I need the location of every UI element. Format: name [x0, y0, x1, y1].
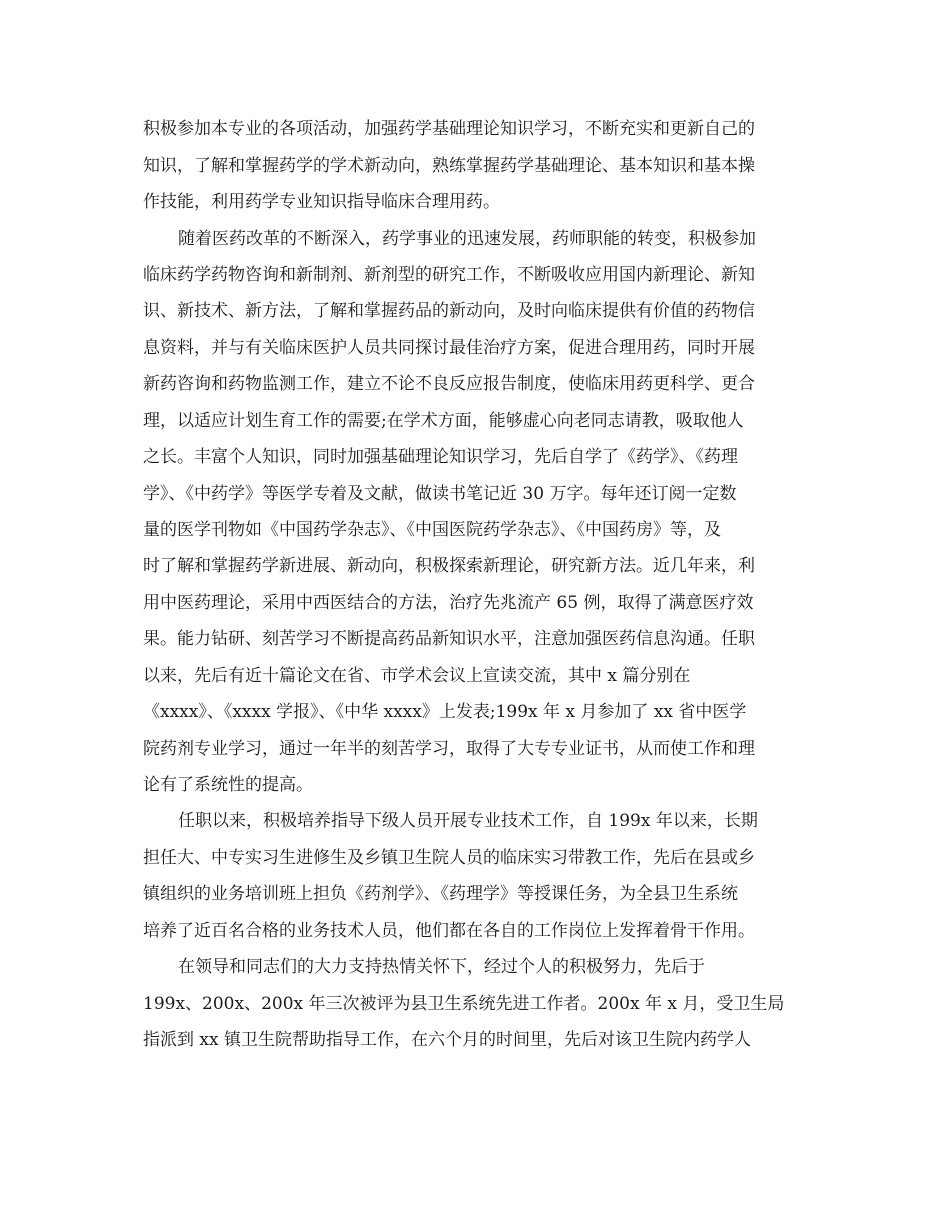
text-line: 院药剂专业学习，通过一年半的刻苦学习，取得了大专专业证书，从而使工作和理 [143, 739, 755, 759]
text-line: 积极参加本专业的各项活动，加强药学基础理论知识学习，不断充实和更新自己的 [143, 119, 755, 139]
text-line: 息资料，并与有关临床医护人员共同探讨最佳治疗方案，促进合理用药，同时开展 [143, 338, 755, 358]
text-line: 作技能，利用药学专业知识指导临床合理用药。 [143, 192, 500, 212]
text-line: 临床药学药物咨询和新制剂、新剂型的研究工作，不断吸收应用国内新理论、新知 [143, 265, 755, 285]
text-line: 指派到 xx 镇卫生院帮助指导工作，在六个月的时间里，先后对该卫生院内药学人 [143, 1030, 751, 1050]
text-line: 以来，先后有近十篇论文在省、市学术会议上宣读交流，其中 x 篇分别在 [143, 666, 691, 686]
text-line: 用中医药理论，采用中西医结合的方法，治疗先兆流产 65 例，取得了满意医疗效 [143, 593, 754, 613]
text-line: 新药咨询和药物监测工作，建立不论不良反应报告制度，使临床用药更科学、更合 [143, 374, 755, 394]
paragraph-first-line: 随着医药改革的不断深入，药学事业的迅速发展，药师职能的转变，积极参加 [178, 229, 756, 249]
paragraph-first-line: 任职以来，积极培养指导下级人员开展专业技术工作，自 199x 年以来，长期 [178, 811, 758, 831]
paragraph-first-line: 在领导和同志们的大力支持热情关怀下，经过个人的积极努力，先后于 [178, 957, 705, 977]
text-line: 果。能力钻研、刻苦学习不断提高药品新知识水平，注意加强医药信息沟通。任职 [143, 629, 755, 649]
text-line: 《xxxx》、《xxxx 学报》、《中华 xxxx》上发表;199x 年 x 月参加了 xx 省中医学 [143, 702, 747, 722]
text-line: 镇组织的业务培训班上担负《药剂学》、《药理学》等授课任务，为全县卫生系统 [143, 884, 738, 904]
text-line: 理，以适应计划生育工作的需要;在学术方面，能够虚心向老同志请教，吸取他人 [143, 411, 744, 431]
text-line: 培养了近百名合格的业务技术人员，他们都在各自的工作岗位上发挥着骨干作用。 [143, 921, 755, 941]
text-line: 量的医学刊物如《中国药学杂志》、《中国医院药学杂志》、《中国药房》等，及 [143, 520, 721, 540]
text-line: 识、新技术、新方法，了解和掌握药品的新动向，及时向临床提供有价值的药物信 [143, 301, 755, 321]
text-line: 时了解和掌握药学新进展、新动向，积极探索新理论，研究新方法。近几年来，利 [143, 556, 755, 576]
text-line: 之长。丰富个人知识，同时加强基础理论知识学习，先后自学了《药学》、《药理 [143, 447, 738, 467]
text-line: 担任大、中专实习生进修生及乡镇卫生院人员的临床实习带教工作，先后在县或乡 [143, 848, 755, 868]
text-line: 知识，了解和掌握药学的学术新动向，熟练掌握药学基础理论、基本知识和基本操 [143, 156, 755, 176]
text-line: 论有了系统性的提高。 [143, 775, 313, 795]
text-line: 学》、《中药学》等医学专着及文献，做读书笔记近 30 万字。每年还订阅一定数 [143, 484, 737, 504]
text-line: 199x、200x、200x 年三次被评为县卫生系统先进工作者。200x 年 x 月，受卫生局 [143, 994, 785, 1014]
